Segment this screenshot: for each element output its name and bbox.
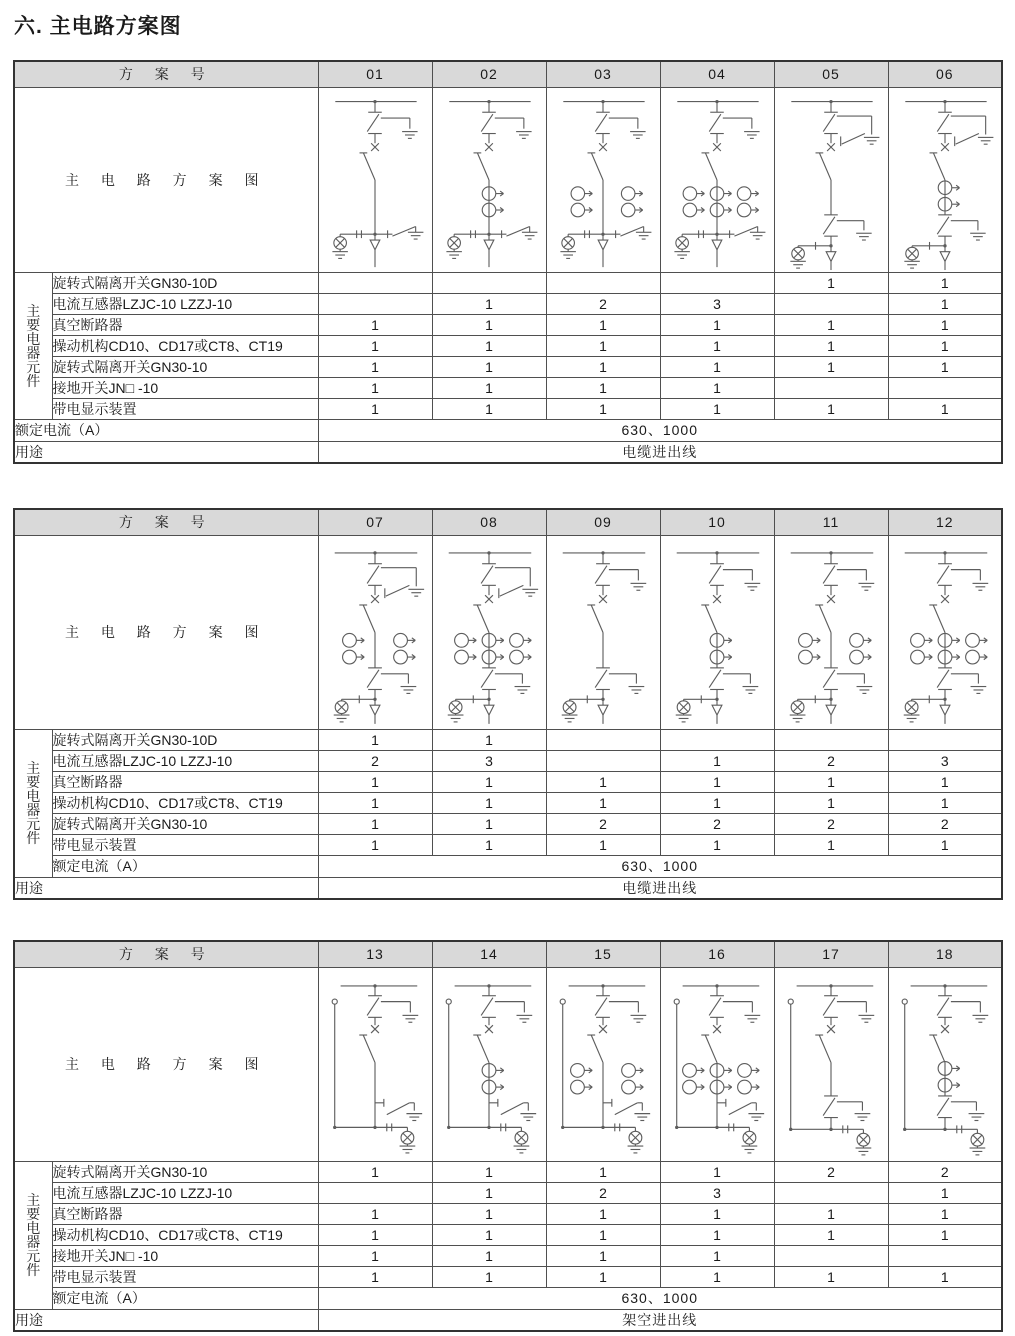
component-row [14, 792, 1002, 813]
component-row [14, 1161, 1002, 1182]
one-line-diagram-icon [661, 969, 773, 1160]
component-label: 电流互感器LZJC-10 LZZJ-10 [52, 293, 318, 314]
component-label: 接地开关JN□ -10 [52, 377, 318, 398]
component-count [432, 272, 546, 293]
scheme-number-04: 04 [660, 61, 774, 87]
component-count: 1 [660, 750, 774, 771]
rated-current-label: 额定电流（A） [14, 419, 318, 441]
diagram-row-label: 主 电 路 方 案 图 [14, 535, 318, 729]
one-line-diagram-icon [775, 969, 887, 1160]
component-label: 旋转式隔离开关GN30-10 [52, 1161, 318, 1182]
component-count: 1 [888, 834, 1002, 855]
circuit-diagram-cell-15 [546, 967, 660, 1161]
one-line-diagram-icon [433, 969, 545, 1160]
component-count: 1 [318, 813, 432, 834]
circuit-diagram-cell-14 [432, 967, 546, 1161]
component-row [14, 272, 1002, 293]
component-count: 1 [432, 1224, 546, 1245]
component-count: 2 [546, 1182, 660, 1203]
circuit-diagram-cell-16 [660, 967, 774, 1161]
component-count: 1 [432, 1161, 546, 1182]
component-count [888, 377, 1002, 398]
circuit-diagram-cell-08 [432, 535, 546, 729]
component-row [14, 750, 1002, 771]
component-count: 1 [318, 1266, 432, 1287]
scheme-number-10: 10 [660, 509, 774, 535]
component-count: 1 [432, 1203, 546, 1224]
component-count: 1 [888, 398, 1002, 419]
component-count: 3 [660, 1182, 774, 1203]
component-count: 1 [660, 314, 774, 335]
component-label: 接地开关JN□ -10 [52, 1245, 318, 1266]
scheme-number-02: 02 [432, 61, 546, 87]
component-count: 1 [318, 335, 432, 356]
component-count [546, 272, 660, 293]
component-count: 1 [888, 792, 1002, 813]
rated-current-label: 额定电流（A） [52, 855, 318, 877]
one-line-diagram-icon [547, 537, 659, 728]
component-count: 2 [888, 813, 1002, 834]
component-row [14, 335, 1002, 356]
diagram-row-label: 主 电 路 方 案 图 [14, 967, 318, 1161]
component-label: 电流互感器LZJC-10 LZZJ-10 [52, 1182, 318, 1203]
component-count: 1 [318, 834, 432, 855]
scheme-number-header: 方 案 号 [14, 61, 318, 87]
usage-value: 电缆进出线 [318, 441, 1002, 463]
component-count: 2 [546, 813, 660, 834]
scheme-number-header: 方 案 号 [14, 509, 318, 535]
component-count: 1 [318, 398, 432, 419]
one-line-diagram-icon [889, 89, 1001, 271]
component-label: 旋转式隔离开关GN30-10 [52, 813, 318, 834]
one-line-diagram-icon [433, 89, 545, 271]
component-count: 1 [318, 1203, 432, 1224]
component-count: 1 [546, 377, 660, 398]
component-label: 操动机构CD10、CD17或CT8、CT19 [52, 335, 318, 356]
component-count: 1 [888, 771, 1002, 792]
component-label: 带电显示装置 [52, 834, 318, 855]
circuit-diagram-cell-03 [546, 87, 660, 272]
usage-label: 用途 [14, 877, 318, 899]
component-count: 1 [660, 1161, 774, 1182]
component-count [318, 1182, 432, 1203]
usage-label: 用途 [14, 441, 318, 463]
component-count: 1 [318, 771, 432, 792]
header-row [14, 941, 1002, 967]
component-count: 2 [546, 293, 660, 314]
component-label: 带电显示装置 [52, 1266, 318, 1287]
component-count: 1 [660, 771, 774, 792]
component-count: 1 [660, 1245, 774, 1266]
circuit-diagram-cell-02 [432, 87, 546, 272]
side-group-label: 主 要 电 器 元 件 [14, 272, 52, 419]
component-count: 1 [774, 398, 888, 419]
component-row [14, 377, 1002, 398]
component-count: 1 [546, 1266, 660, 1287]
component-count: 1 [318, 314, 432, 335]
rated-current-row [14, 1287, 1002, 1309]
one-line-diagram-icon [775, 89, 887, 271]
component-count: 1 [888, 293, 1002, 314]
component-label: 旋转式隔离开关GN30-10D [52, 729, 318, 750]
schemes-07-12-table [13, 508, 1003, 900]
component-count: 1 [660, 356, 774, 377]
component-count: 1 [432, 792, 546, 813]
component-count [318, 272, 432, 293]
component-count: 1 [546, 1224, 660, 1245]
component-count: 1 [546, 314, 660, 335]
scheme-number-18: 18 [888, 941, 1002, 967]
component-count: 1 [546, 834, 660, 855]
usage-value: 架空进出线 [318, 1309, 1002, 1331]
component-count: 2 [774, 813, 888, 834]
circuit-diagram-cell-04 [660, 87, 774, 272]
component-count: 1 [546, 398, 660, 419]
component-count: 1 [432, 293, 546, 314]
one-line-diagram-icon [661, 89, 773, 271]
component-count: 1 [318, 377, 432, 398]
component-count: 1 [774, 356, 888, 377]
component-count [888, 1245, 1002, 1266]
component-count: 2 [318, 750, 432, 771]
component-count: 1 [432, 1266, 546, 1287]
scheme-number-11: 11 [774, 509, 888, 535]
component-count: 1 [318, 792, 432, 813]
component-count: 1 [432, 314, 546, 335]
diagram-row [14, 87, 1002, 272]
scheme-number-13: 13 [318, 941, 432, 967]
component-count: 1 [318, 1245, 432, 1266]
circuit-diagram-cell-06 [888, 87, 1002, 272]
one-line-diagram-icon [547, 969, 659, 1160]
component-count: 1 [660, 792, 774, 813]
rated-current-value: 630、1000 [318, 1287, 1002, 1309]
component-count [888, 729, 1002, 750]
circuit-diagram-cell-12 [888, 535, 1002, 729]
component-count [660, 272, 774, 293]
usage-label: 用途 [14, 1309, 318, 1331]
component-count: 1 [774, 792, 888, 813]
component-count: 1 [774, 771, 888, 792]
component-count: 1 [888, 1182, 1002, 1203]
component-count: 1 [660, 834, 774, 855]
one-line-diagram-icon [319, 89, 431, 271]
component-count: 1 [432, 356, 546, 377]
side-group-label: 主 要 电 器 元 件 [14, 1161, 52, 1309]
component-count [774, 729, 888, 750]
component-count: 1 [774, 1266, 888, 1287]
component-count: 1 [432, 1182, 546, 1203]
component-count: 1 [546, 792, 660, 813]
component-count: 1 [774, 1203, 888, 1224]
component-count: 2 [774, 750, 888, 771]
component-row [14, 1203, 1002, 1224]
component-count: 1 [774, 1224, 888, 1245]
component-count: 1 [660, 398, 774, 419]
component-row [14, 1245, 1002, 1266]
component-row [14, 314, 1002, 335]
one-line-diagram-icon [547, 89, 659, 271]
component-count: 1 [432, 1245, 546, 1266]
component-count: 1 [660, 335, 774, 356]
scheme-number-15: 15 [546, 941, 660, 967]
component-row [14, 1266, 1002, 1287]
component-count: 1 [888, 1266, 1002, 1287]
component-count: 1 [432, 813, 546, 834]
side-group-label: 主 要 电 器 元 件 [14, 729, 52, 877]
one-line-diagram-icon [775, 537, 887, 728]
component-count: 1 [546, 771, 660, 792]
one-line-diagram-icon [319, 969, 431, 1160]
component-count: 1 [888, 1224, 1002, 1245]
scheme-number-05: 05 [774, 61, 888, 87]
component-row [14, 398, 1002, 419]
scheme-number-17: 17 [774, 941, 888, 967]
usage-row [14, 877, 1002, 899]
component-label: 带电显示装置 [52, 398, 318, 419]
one-line-diagram-icon [889, 537, 1001, 728]
scheme-number-06: 06 [888, 61, 1002, 87]
component-count: 1 [546, 1245, 660, 1266]
scheme-number-16: 16 [660, 941, 774, 967]
component-count: 1 [318, 1161, 432, 1182]
component-count [318, 293, 432, 314]
usage-row [14, 1309, 1002, 1331]
scheme-number-12: 12 [888, 509, 1002, 535]
scheme-number-07: 07 [318, 509, 432, 535]
scheme-number-08: 08 [432, 509, 546, 535]
schemes-13-18-table [13, 940, 1003, 1332]
component-count [774, 293, 888, 314]
component-count [774, 1182, 888, 1203]
component-count [546, 750, 660, 771]
one-line-diagram-icon [661, 537, 773, 728]
component-label: 操动机构CD10、CD17或CT8、CT19 [52, 792, 318, 813]
component-count: 1 [318, 1224, 432, 1245]
circuit-diagram-cell-09 [546, 535, 660, 729]
component-label: 真空断路器 [52, 771, 318, 792]
component-count: 1 [774, 834, 888, 855]
component-label: 真空断路器 [52, 1203, 318, 1224]
usage-row [14, 441, 1002, 463]
component-count: 1 [888, 335, 1002, 356]
component-count: 2 [888, 1161, 1002, 1182]
circuit-diagram-cell-05 [774, 87, 888, 272]
scheme-number-14: 14 [432, 941, 546, 967]
one-line-diagram-icon [889, 969, 1001, 1160]
component-count: 1 [888, 1203, 1002, 1224]
rated-current-label: 额定电流（A） [52, 1287, 318, 1309]
component-count: 1 [660, 377, 774, 398]
component-count: 1 [774, 335, 888, 356]
component-count [774, 1245, 888, 1266]
component-count: 1 [546, 356, 660, 377]
header-row [14, 509, 1002, 535]
component-count: 1 [318, 729, 432, 750]
component-count: 3 [432, 750, 546, 771]
component-count: 1 [774, 272, 888, 293]
circuit-diagram-cell-17 [774, 967, 888, 1161]
rated-current-value: 630、1000 [318, 855, 1002, 877]
circuit-diagram-cell-11 [774, 535, 888, 729]
diagram-row [14, 535, 1002, 729]
component-count: 1 [432, 834, 546, 855]
component-label: 真空断路器 [52, 314, 318, 335]
component-count: 1 [318, 356, 432, 377]
component-count: 1 [660, 1203, 774, 1224]
component-row [14, 813, 1002, 834]
component-count: 1 [546, 1161, 660, 1182]
component-row [14, 293, 1002, 314]
component-count: 1 [546, 335, 660, 356]
circuit-diagram-cell-10 [660, 535, 774, 729]
scheme-number-01: 01 [318, 61, 432, 87]
diagram-row [14, 967, 1002, 1161]
diagram-row-label: 主 电 路 方 案 图 [14, 87, 318, 272]
component-count: 1 [546, 1203, 660, 1224]
schemes-01-06-table [13, 60, 1003, 464]
rated-current-row [14, 419, 1002, 441]
component-count: 2 [660, 813, 774, 834]
component-count: 1 [888, 314, 1002, 335]
circuit-diagram-cell-13 [318, 967, 432, 1161]
component-count: 1 [888, 356, 1002, 377]
component-count: 1 [660, 1266, 774, 1287]
component-row [14, 729, 1002, 750]
component-row [14, 834, 1002, 855]
component-count [660, 729, 774, 750]
one-line-diagram-icon [433, 537, 545, 728]
component-label: 旋转式隔离开关GN30-10 [52, 356, 318, 377]
component-count: 1 [774, 314, 888, 335]
header-row [14, 61, 1002, 87]
component-count: 1 [660, 1224, 774, 1245]
component-count: 1 [432, 335, 546, 356]
one-line-diagram-icon [319, 537, 431, 728]
component-label: 电流互感器LZJC-10 LZZJ-10 [52, 750, 318, 771]
component-count: 1 [888, 272, 1002, 293]
component-row [14, 771, 1002, 792]
component-count: 2 [774, 1161, 888, 1182]
component-count: 1 [432, 771, 546, 792]
component-count [774, 377, 888, 398]
page-title: 六. 主电路方案图 [14, 15, 182, 38]
component-count: 1 [432, 729, 546, 750]
component-label: 旋转式隔离开关GN30-10D [52, 272, 318, 293]
component-label: 操动机构CD10、CD17或CT8、CT19 [52, 1224, 318, 1245]
component-row [14, 356, 1002, 377]
scheme-number-03: 03 [546, 61, 660, 87]
component-count: 1 [432, 398, 546, 419]
scheme-number-header: 方 案 号 [14, 941, 318, 967]
circuit-diagram-cell-01 [318, 87, 432, 272]
component-count: 1 [432, 377, 546, 398]
component-count [546, 729, 660, 750]
component-row [14, 1224, 1002, 1245]
usage-value: 电缆进出线 [318, 877, 1002, 899]
component-count: 3 [888, 750, 1002, 771]
rated-current-value: 630、1000 [318, 419, 1002, 441]
component-row [14, 1182, 1002, 1203]
circuit-diagram-cell-07 [318, 535, 432, 729]
component-count: 3 [660, 293, 774, 314]
scheme-number-09: 09 [546, 509, 660, 535]
rated-current-row [14, 855, 1002, 877]
circuit-diagram-cell-18 [888, 967, 1002, 1161]
